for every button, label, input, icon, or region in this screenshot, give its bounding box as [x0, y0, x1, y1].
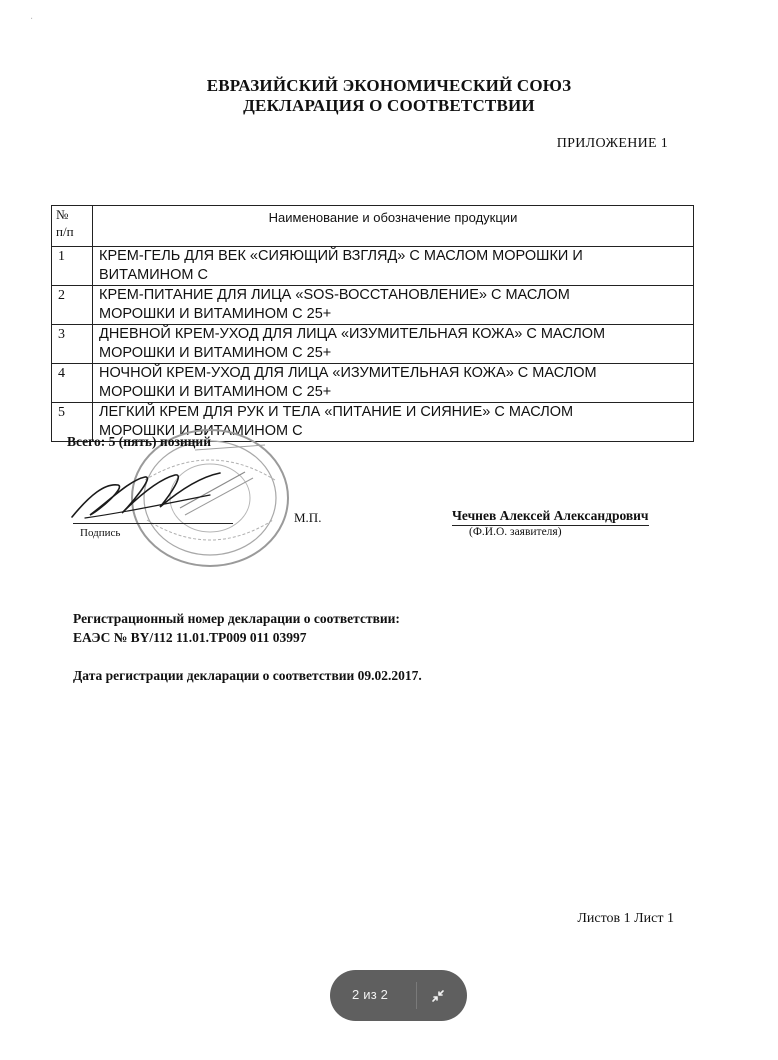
row-number: 2: [52, 286, 93, 325]
product-name: [93, 247, 694, 286]
product-name-line2: МОРОШКИ И ВИТАМИНОМ С 25+: [99, 306, 332, 322]
row-number: 5: [52, 403, 93, 442]
column-header-number-line1: №: [56, 207, 69, 222]
collapse-arrows-icon: [431, 989, 445, 1003]
registration-date-line: [73, 668, 422, 684]
product-name-line2: МОРОШКИ И ВИТАМИНОМ С 25+: [99, 345, 332, 361]
registration-date-label: Дата регистрации декларации о соответствии: [73, 668, 355, 683]
pager-divider: [416, 982, 417, 1009]
table-row: [52, 247, 694, 286]
registration-date: 09.02.2017.: [357, 668, 422, 683]
product-name-line1: КРЕМ-ГЕЛЬ ДЛЯ ВЕК «СИЯЮЩИЙ ВЗГЛЯД» С МАСЛОМ МОРОШКИ И: [99, 248, 583, 264]
table-row: [52, 364, 694, 403]
table-header-row: [52, 206, 694, 247]
document-title-declaration: ДЕКЛАРАЦИЯ О СООТВЕТСТВИИ: [243, 96, 535, 115]
applicant-caption: (Ф.И.О. заявителя): [469, 526, 562, 538]
registration-number: ЕАЭС № BY/112 11.01.ТР009 011 03997: [73, 630, 307, 645]
product-name-line1: КРЕМ-ПИТАНИЕ ДЛЯ ЛИЦА «SOS-ВОССТАНОВЛЕНИЕ» С МАСЛОМ: [99, 287, 570, 303]
total-positions: Всего: 5 (пять) позиций: [67, 434, 211, 449]
product-name-line2: МОРОШКИ И ВИТАМИНОМ С: [99, 423, 303, 439]
signature-label: Подпись: [80, 527, 121, 539]
stamp-place-label: М.П.: [294, 510, 322, 525]
table-row: [52, 286, 694, 325]
column-header-number-line2: п/п: [56, 224, 74, 239]
product-name: [93, 325, 694, 364]
column-header-name: Наименование и обозначение продукции: [93, 206, 694, 247]
scan-specks: ·: [30, 14, 263, 25]
product-name-line2: МОРОШКИ И ВИТАМИНОМ С 25+: [99, 384, 332, 400]
sheet-count: Листов 1 Лист 1: [577, 911, 674, 926]
row-number: 4: [52, 364, 93, 403]
appendix-label: ПРИЛОЖЕНИЕ 1: [556, 136, 668, 151]
row-number: 1: [52, 247, 93, 286]
column-header-number: [52, 206, 93, 247]
signature-line: [73, 523, 233, 524]
collapse-button[interactable]: [424, 982, 452, 1010]
applicant-name: Чечнев Алексей Александрович: [452, 508, 649, 526]
product-name-line2: ВИТАМИНОМ С: [99, 267, 208, 283]
product-name: [93, 286, 694, 325]
row-number: 3: [52, 325, 93, 364]
product-name-line1: ЛЕГКИЙ КРЕМ ДЛЯ РУК И ТЕЛА «ПИТАНИЕ И СИЯНИЕ» С МАСЛОМ: [99, 404, 574, 420]
product-name: [93, 364, 694, 403]
product-name-line1: НОЧНОЙ КРЕМ-УХОД ДЛЯ ЛИЦА «ИЗУМИТЕЛЬНАЯ КОЖА» С МАСЛОМ: [99, 365, 597, 381]
document-title-union: ЕВРАЗИЙСКИЙ ЭКОНОМИЧЕСКИЙ СОЮЗ: [206, 76, 572, 95]
registration-number-label: Регистрационный номер декларации о соответствии:: [73, 611, 400, 626]
products-table: [51, 205, 694, 442]
viewer-pager: [330, 970, 467, 1021]
table-row: [52, 325, 694, 364]
page-counter: 2 из 2: [352, 987, 389, 1002]
product-name-line1: ДНЕВНОЙ КРЕМ-УХОД ДЛЯ ЛИЦА «ИЗУМИТЕЛЬНАЯ КОЖА» С МАСЛОМ: [99, 326, 606, 342]
